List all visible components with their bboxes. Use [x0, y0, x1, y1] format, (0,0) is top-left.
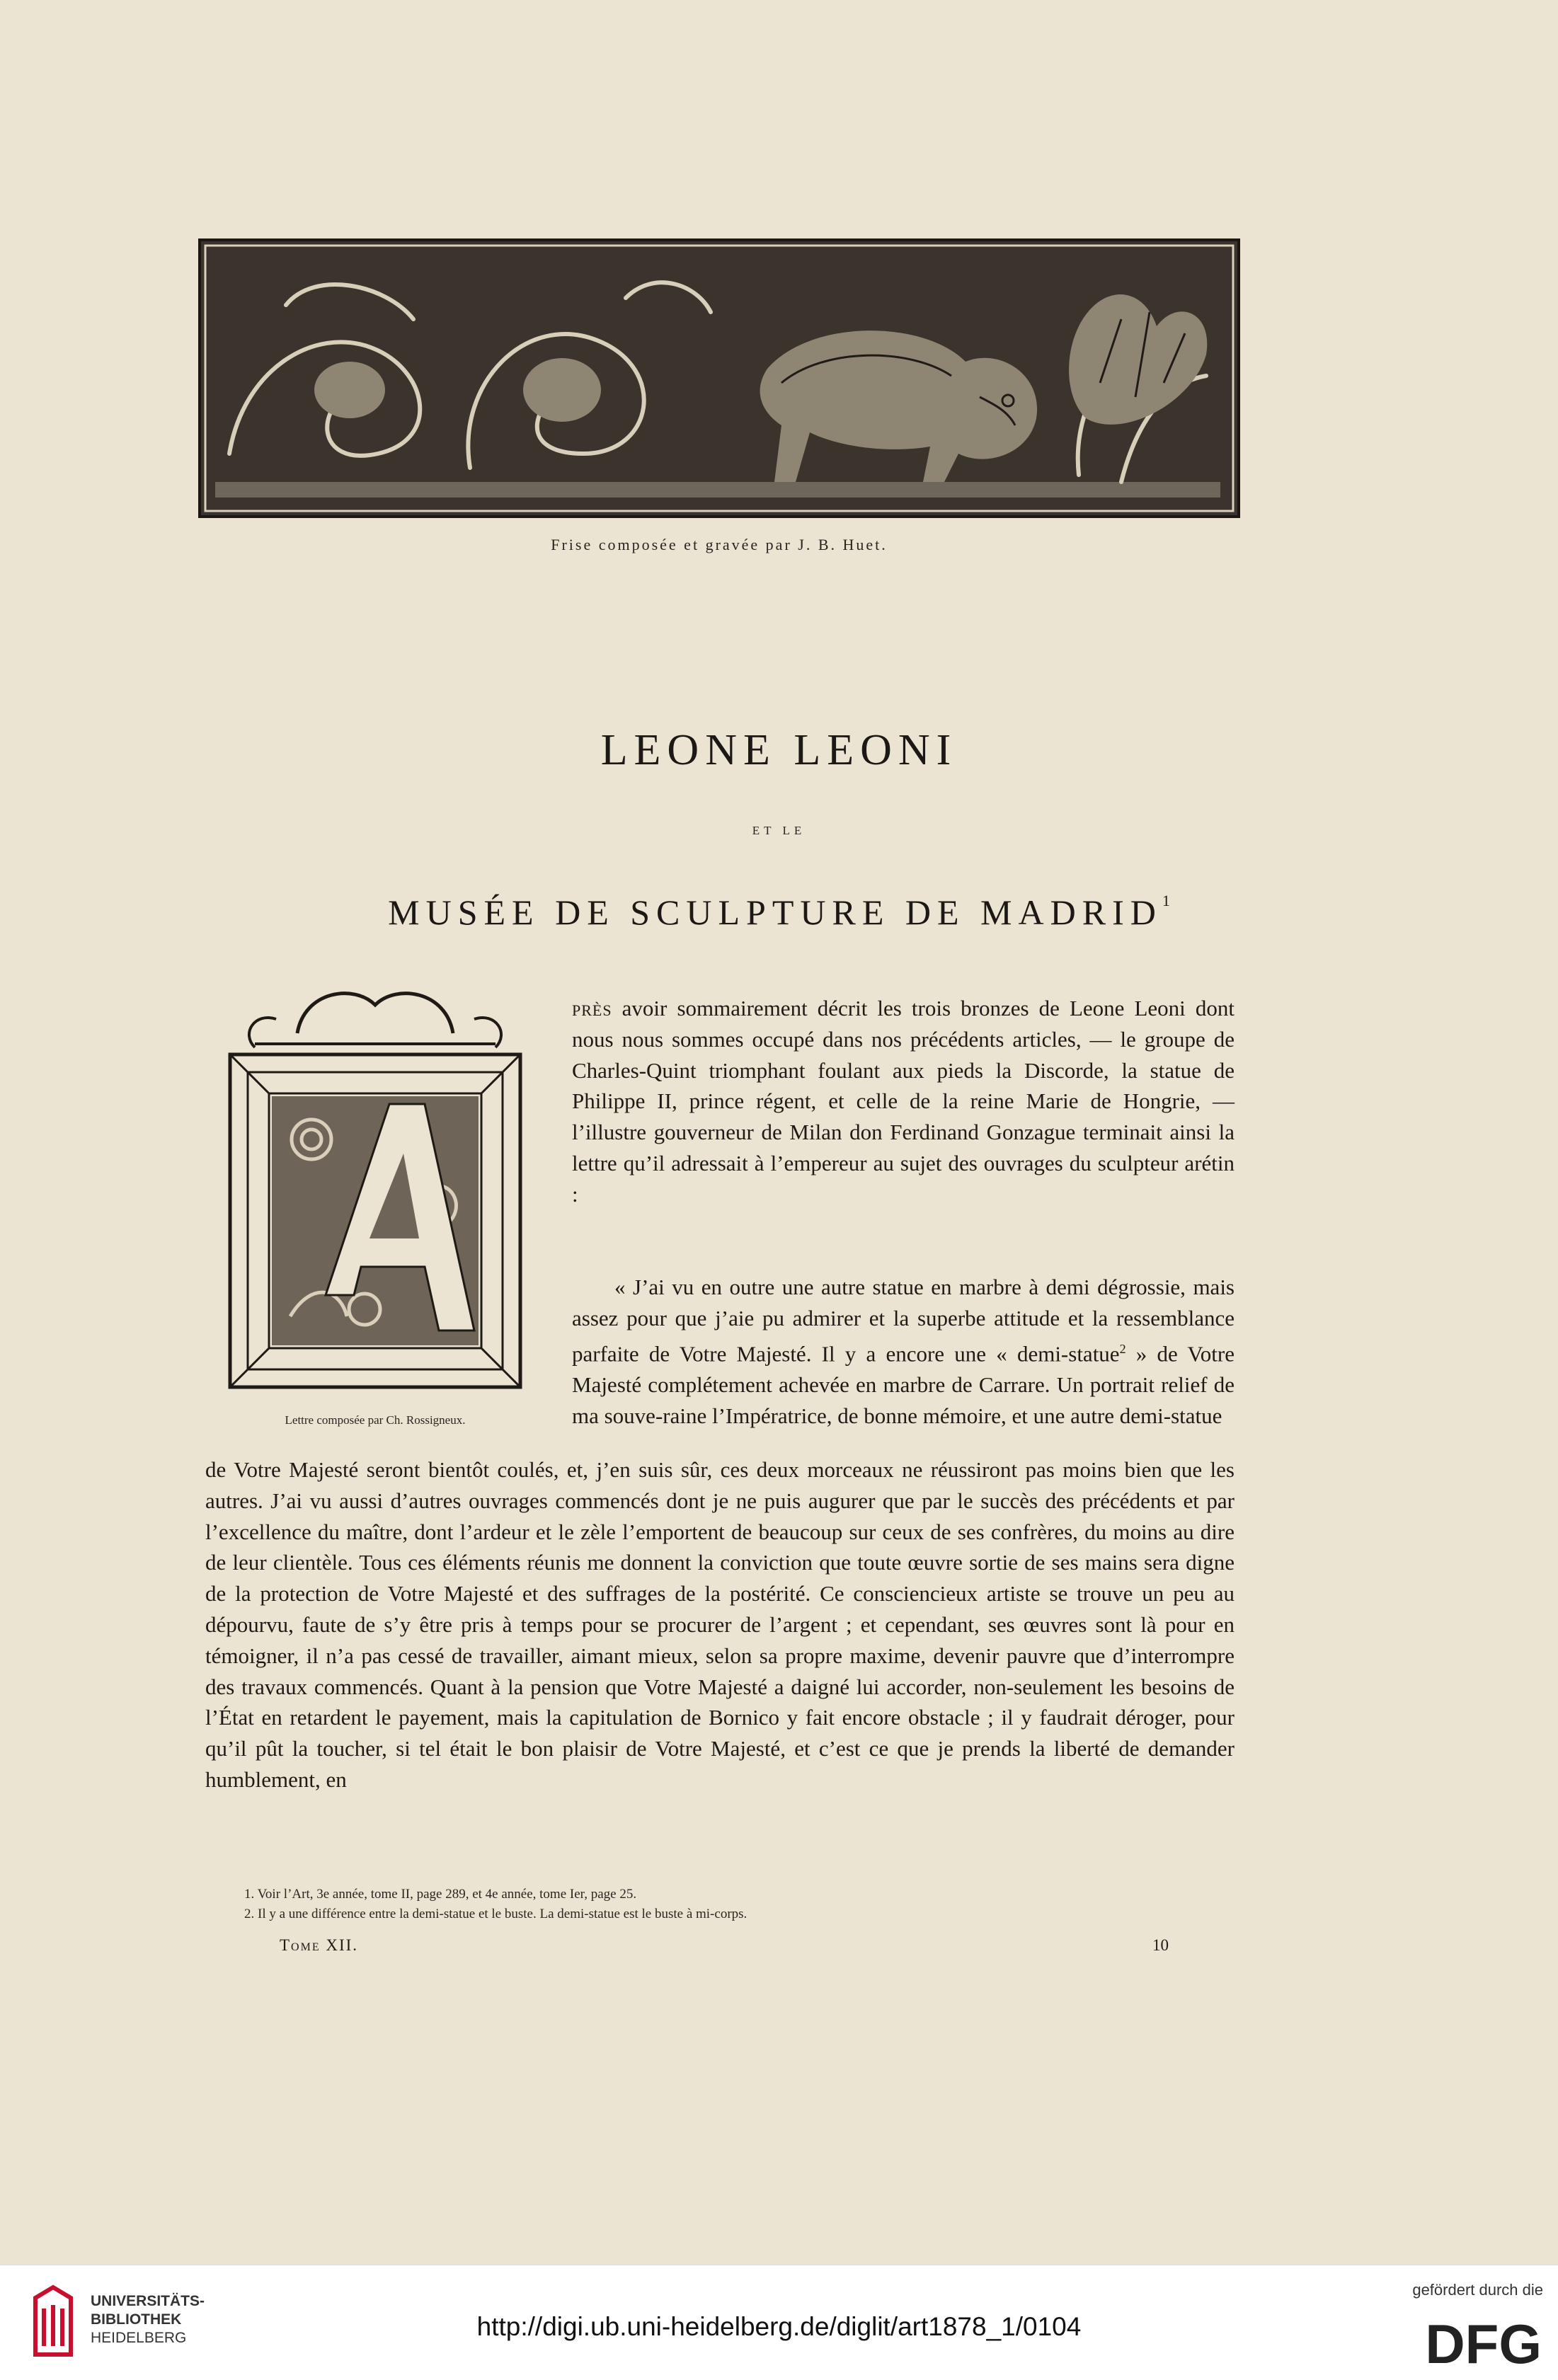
- page-number: 10: [1152, 1936, 1169, 1954]
- footnote-ref-2: 2: [1119, 1341, 1126, 1356]
- frieze-caption: Frise composée et gravée par J. B. Huet.: [551, 536, 888, 553]
- ornamental-frieze-engraving: [198, 238, 1240, 518]
- paragraph-1: [572, 993, 1235, 1210]
- title-connector: ET LE: [752, 824, 806, 837]
- institution-line-3: HEIDELBERG: [91, 2330, 187, 2346]
- institution-line-2: BIBLIOTHEK: [91, 2311, 182, 2328]
- footnotes: [244, 1885, 1235, 1924]
- paragraph-1-lead: près: [572, 996, 612, 1021]
- dfg-logo-text: DFG: [1425, 2315, 1542, 2368]
- initial-letter-caption: Lettre composée par Ch. Rossigneux.: [285, 1413, 466, 1427]
- footnote-2: 2. Il y a une différence entre la demi-statue et le buste. La demi-statue est le buste à mi-corps.: [244, 1907, 748, 1921]
- dfg-logo-icon: [1387, 2315, 1543, 2368]
- footnote-1: 1. Voir l’Art, 3e année, tome II, page 289, et 4e année, tome Ier, page 25.: [244, 1887, 637, 1902]
- article-subtitle: [0, 892, 1558, 933]
- initial-letter-illustration: [212, 977, 538, 1401]
- ornamental-initial-letter: [212, 977, 538, 1401]
- digitization-footer: [0, 2265, 1558, 2380]
- footnote-ref-1: 1: [1162, 892, 1170, 909]
- frieze-illustration: [201, 241, 1237, 515]
- permalink-url[interactable]: http://digi.ub.uni-heidelberg.de/diglit/art1878_1/0104: [476, 2312, 1082, 2341]
- funding-label: gefördert durch die: [1412, 2281, 1543, 2299]
- paragraph-2-text-start: « J’ai vu en outre une autre statue en marbre à demi dégrossie, mais assez pour que j’aie pu admirer et la superbe attitude et la ressemblance parfaite de Votre Majesté. Il y a encore une « demi-statue: [572, 1275, 1235, 1366]
- paragraph-1-text: avoir sommairement décrit les trois bronzes de Leone Leoni dont nous nous sommes occupé dans nos précédents articles, — le groupe de Charles-Quint triomphant foulant aux pieds la Discorde, la statue de Philippe II, prince régent, et celle de la reine Marie de Hongrie, — l’illustre gouverneur de Milan don Ferdinand Gonzague terminait ainsi la lettre qu’il adressait à l’empereur au sujet des ouvrages du sculpteur arétin :: [572, 996, 1235, 1207]
- paragraph-2-start: [572, 1272, 1235, 1431]
- institution-line-1: UNIVERSITÄTS-: [91, 2293, 205, 2309]
- article-subtitle-text: MUSÉE DE SCULPTURE DE MADRID: [388, 892, 1162, 932]
- article-title: LEONE LEONI: [600, 726, 958, 774]
- paragraph-2-text-mid: » de Votre Majesté complétement achevée en marbre de Carrare. Un portrait relief de ma souve-raine l’Impératrice, de bonne mémoire, et une autre demi-statue: [572, 1340, 1235, 1428]
- volume-number: Tome XII.: [280, 1936, 359, 1954]
- paragraph-2-continued: de Votre Majesté seront bientôt coulés, et, j’en suis sûr, ces deux morceaux ne réussiront pas moins bien que les autres. J’ai vu aussi d’autres ouvrages commencés dont je ne puis augurer que par le succès des précédents et par l’excellence du maître, dont l’ardeur et le zèle l’emportent de beaucoup sur ceux de ses confrères, du moins au dire de leur clientèle. Tous ces éléments réunis me donnent la conviction que toute œuvre sortie de ses mains sera digne de la protection de Votre Majesté et des suffrages de la postérité. Ce consciencieux artiste se trouve un peu au dépourvu, faute de s’y être pris à temps pour se procurer de l’argent ; et cependant, ses œuvres sont là pour en témoigner, il n’a pas cessé de travailler, aimant mieux, selon sa propre maxime, devenir pauvre que d’interrompre des travaux commencés. Quant à la pension que Votre Majesté a daigné lui accorder, non-seulement les besoins de l’État en retardent le payement, mais la capitulation de Bornico y fait encore obstacle ; il y faudrait déroger, pour qu’il pût la toucher, si tel était le bon plaisir de Votre Majesté, et c’est ce que je prends la liberté de demander humblement, en: [205, 1457, 1235, 1792]
